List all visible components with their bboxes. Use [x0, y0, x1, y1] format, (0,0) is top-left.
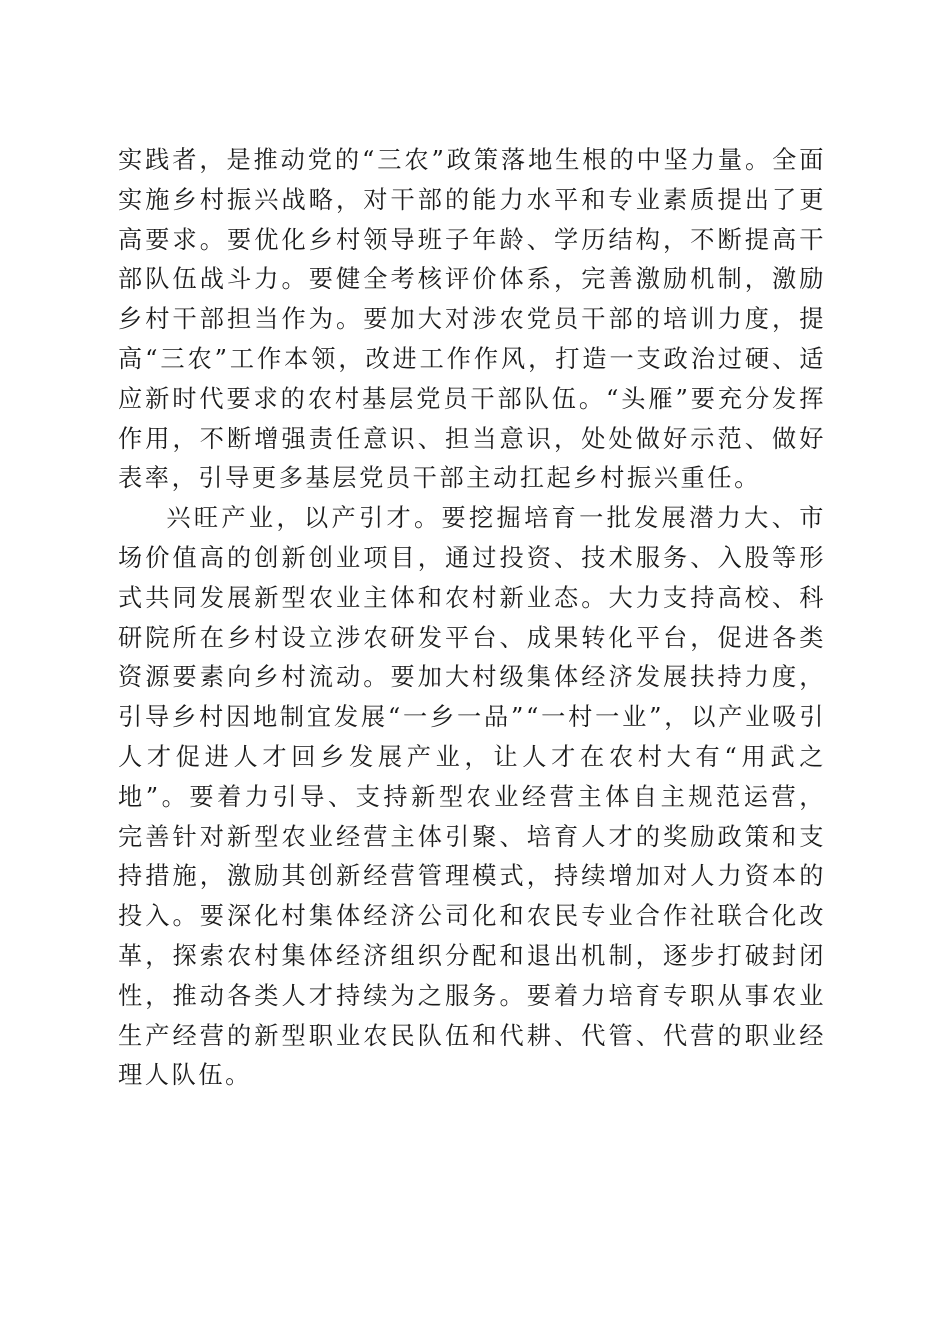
paragraph-industry-talent: 兴旺产业，以产引才。要挖掘培育一批发展潜力大、市场价值高的创新创业项目，通过投资、技术服务、入股等形式共同发展新型农业主体和农村新业态。大力支持高校、科研院所在乡村设立涉农研发平台、成果转化平台，促进各类资源要素向乡村流动。要加大村级集体经济发展扶持力度，引导乡村因地制宜发展“一乡一品”“一村一业”，以产业吸引人才促进人才回乡发展产业，让人才在农村大有“用武之地”。要着力引导、支持新型农业经营主体自主规范运营，完善针对新型农业经营主体引聚、培育人才的奖励政策和支持措施，激励其创新经营管理模式，持续增加对人力资本的投入。要深化村集体经济公司化和农民专业合作社联合化改革，探索农村集体经济组织分配和退出机制，逐步打破封闭性，推动各类人才持续为之服务。要着力培育专职从事农业生产经营的新型职业农民队伍和代耕、代管、代营的职业经理人队伍。	[118, 504, 826, 1090]
document-body	[118, 141, 826, 1096]
paragraph-continuation: 实践者，是推动党的“三农”政策落地生根的中坚力量。全面实施乡村振兴战略，对干部的能力水平和专业素质提出了更高要求。要优化乡村领导班子年龄、学历结构，不断提高干部队伍战斗力。要健全考核评价体系，完善激励机制，激励乡村干部担当作为。要加大对涉农党员干部的培训力度，提高“三农”工作本领，改进工作作风，打造一支政治过硬、适应新时代要求的农村基层党员干部队伍。“头雁”要充分发挥作用，不断增强责任意识、担当意识，处处做好示范、做好表率，引导更多基层党员干部主动扛起乡村振兴重任。	[118, 146, 826, 493]
